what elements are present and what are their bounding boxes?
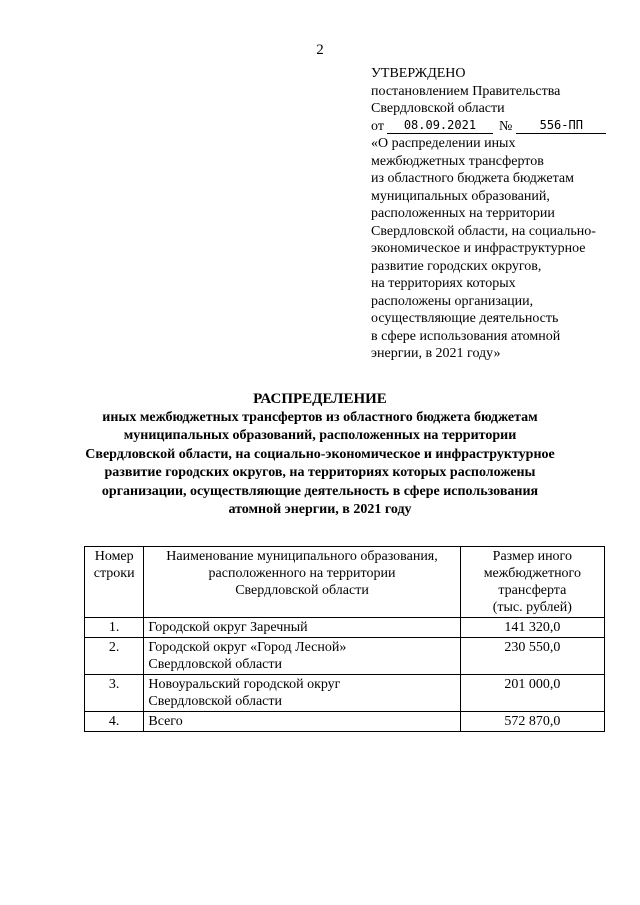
header-text: строки (93, 566, 135, 581)
document-title (80, 390, 560, 520)
municipality-name (144, 618, 460, 638)
transfer-amount: 572 870,0 (460, 712, 604, 732)
approval-block (371, 65, 621, 363)
name-line: Городской округ Заречный (148, 620, 308, 635)
table-row (85, 638, 605, 675)
table-row-total (85, 712, 605, 732)
resolution-line: на территориях которых (371, 276, 516, 291)
header-text: Наименование муниципального образования, (166, 549, 438, 564)
table-header-row (85, 547, 605, 618)
from-label: от (371, 118, 384, 134)
header-text: расположенного на территории (208, 566, 396, 581)
resolution-line: энергии, в 2021 году» (371, 346, 501, 361)
header-municipality (144, 547, 460, 618)
resolution-line: муниципальных образований, (371, 188, 550, 204)
header-amount (460, 547, 604, 618)
distribution-table (84, 546, 605, 732)
resolution-line: Свердловской области, на социально- (371, 223, 596, 239)
name-line: Новоуральский городской округ (148, 677, 341, 692)
header-text: (тыс. рублей) (492, 600, 572, 615)
row-number: 4. (85, 712, 144, 732)
header-text: трансферта (498, 583, 567, 598)
title-line: атомной энергии, в 2021 году (228, 502, 412, 517)
title-line: Свердловской области, на социально-экономическое и инфраструктурное (85, 446, 555, 462)
table-row (85, 618, 605, 638)
title-line: иных межбюджетных трансфертов из областного бюджета бюджетам (102, 409, 538, 425)
resolution-line: «О распределении иных (371, 136, 516, 151)
title-line: развитие городских округов, на территориях которых расположены (104, 465, 536, 480)
name-line: Свердловской области (148, 657, 282, 672)
number-label: № (498, 118, 513, 134)
page-number: 2 (316, 42, 324, 58)
transfer-amount: 141 320,0 (460, 618, 604, 638)
resolution-line: расположены организации, (371, 293, 534, 309)
resolution-line: из областного бюджета бюджетам (371, 171, 574, 186)
table-row (85, 675, 605, 712)
title-line: организации, осуществляющие деятельность в сфере использования (101, 483, 539, 499)
title-line: муниципальных образований, расположенных на территории (123, 428, 517, 443)
transfer-amount: 230 550,0 (460, 638, 604, 675)
approval-number: 556-ПП (516, 118, 606, 134)
name-line: Свердловской области (148, 694, 282, 709)
approval-line: Свердловской области (371, 101, 505, 116)
resolution-line: в сфере использования атомной (371, 328, 561, 344)
approval-date: 08.09.2021 (387, 118, 493, 134)
row-number: 3. (85, 675, 144, 712)
approval-date-row (371, 118, 621, 136)
resolution-line: межбюджетных трансфертов (371, 153, 544, 169)
resolution-line: развитие городских округов, (371, 258, 542, 274)
approval-line: постановлением Правительства (371, 83, 561, 99)
municipality-name (144, 712, 460, 732)
header-text: Свердловской области (235, 583, 369, 598)
header-text: межбюджетного (483, 566, 581, 581)
row-number: 2. (85, 638, 144, 675)
resolution-line: расположенных на территории (371, 206, 555, 221)
title-main: РАСПРЕДЕЛЕНИЕ (253, 391, 387, 407)
resolution-line: осуществляющие деятельность (371, 311, 559, 326)
resolution-line: экономическое и инфраструктурное (371, 241, 586, 256)
header-text: Номер (94, 549, 134, 564)
approval-heading: УТВЕРЖДЕНО (371, 66, 466, 81)
header-row-number (85, 547, 144, 618)
name-line: Всего (148, 714, 183, 729)
row-number: 1. (85, 618, 144, 638)
header-text: Размер иного (492, 549, 572, 564)
municipality-name (144, 675, 460, 712)
transfer-amount: 201 000,0 (460, 675, 604, 712)
name-line: Городской округ «Город Лесной» (148, 640, 347, 655)
municipality-name (144, 638, 460, 675)
